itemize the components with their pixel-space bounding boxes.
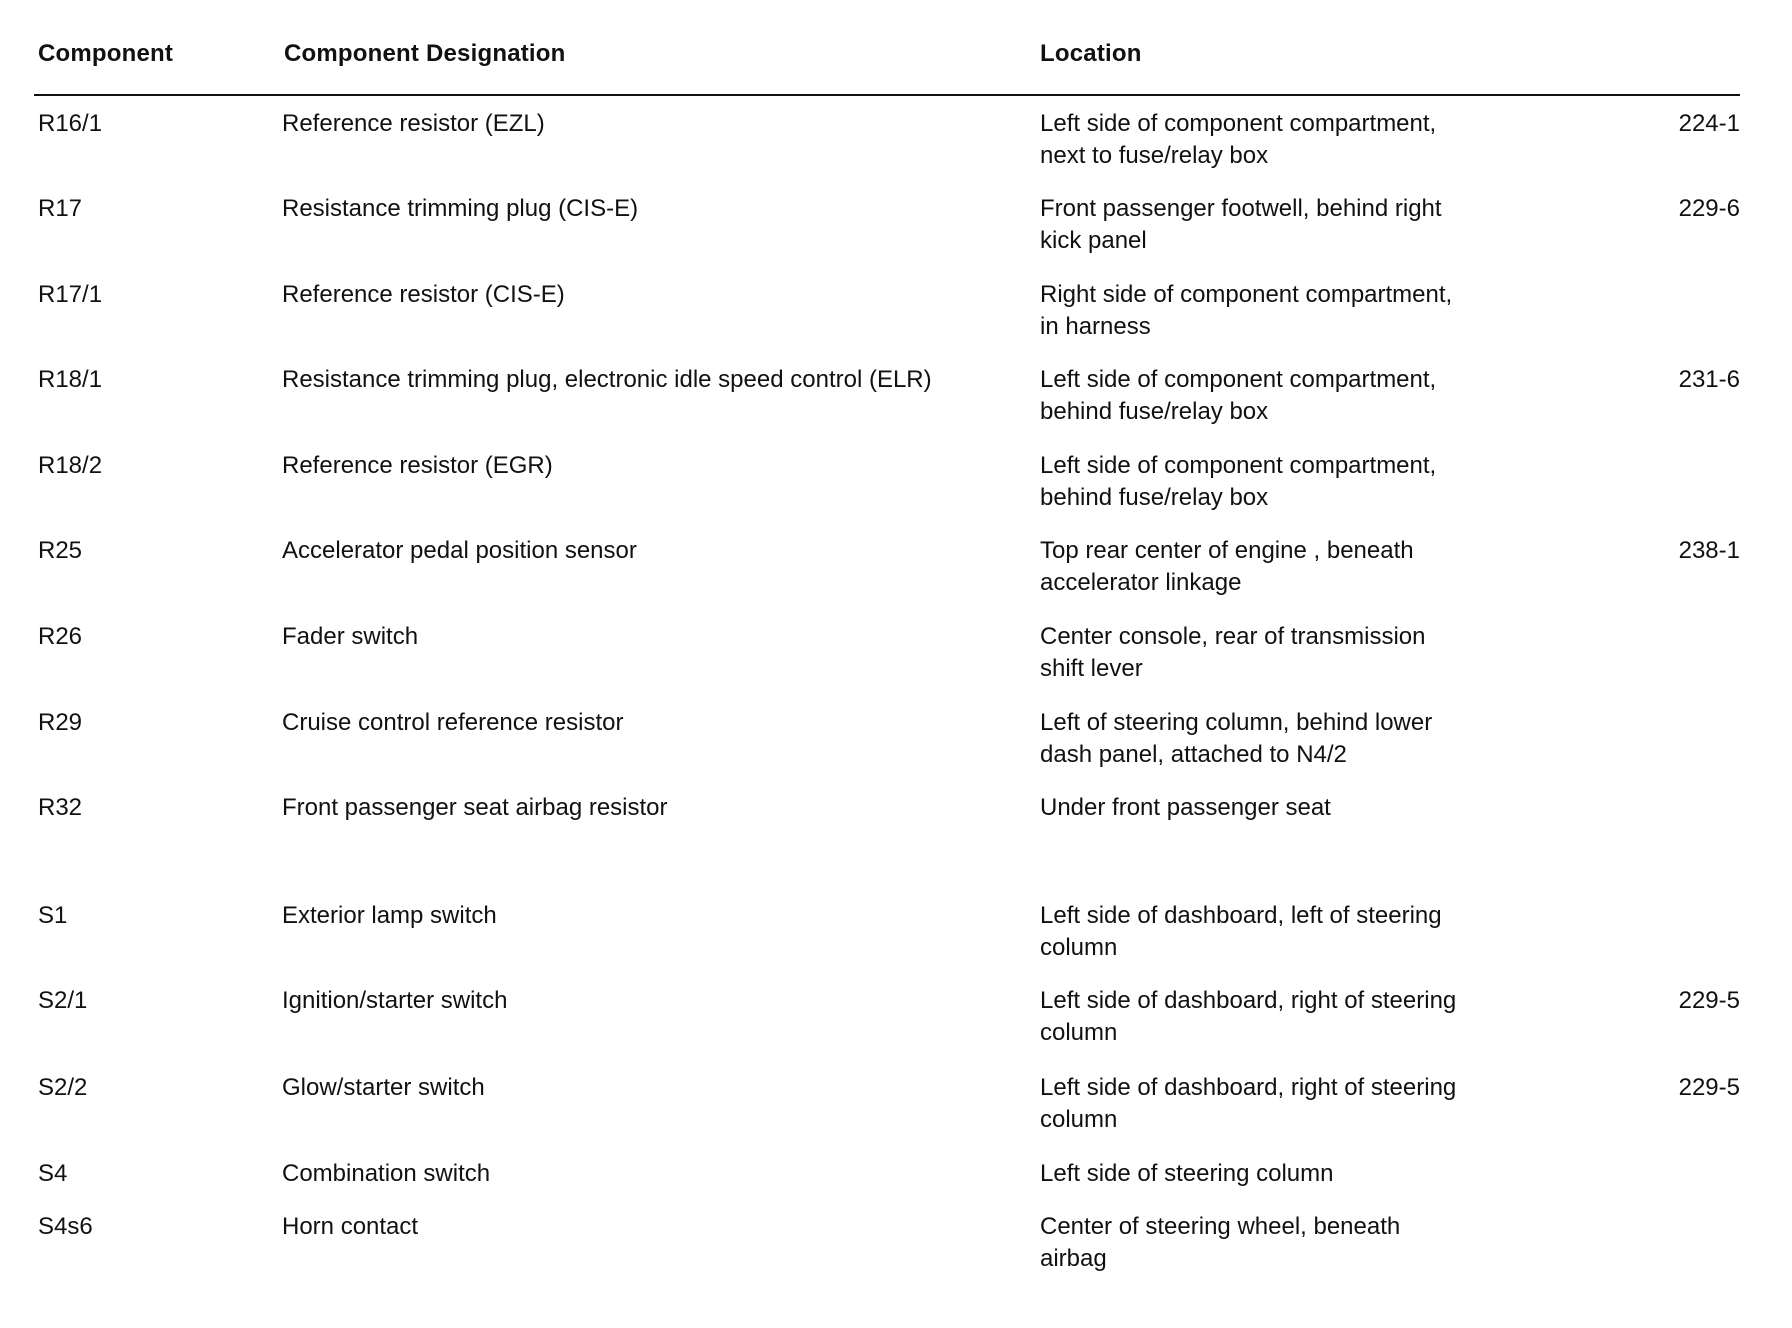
location-line: shift lever (1040, 655, 1143, 682)
component-location (1040, 621, 1426, 685)
component-designation: Resistance trimming plug, electronic idle speed control (ELR) (282, 366, 932, 393)
location-line: Front passenger footwell, behind right (1040, 195, 1442, 222)
component-location (1040, 108, 1436, 172)
component-code: R18/2 (38, 452, 103, 479)
reference-number: 229-6 (1678, 195, 1740, 222)
table-row (0, 1211, 1792, 1281)
location-line: column (1040, 1106, 1118, 1133)
location-line: Left side of component compartment, (1040, 110, 1437, 137)
component-location (1040, 1211, 1400, 1275)
location-line: Left side of component compartment, (1040, 366, 1437, 393)
component-code: R25 (38, 537, 83, 564)
header-component: Component (38, 40, 174, 67)
component-code: R18/1 (38, 366, 103, 393)
location-line: next to fuse/relay box (1040, 142, 1269, 169)
location-line: Top rear center of engine , beneath (1040, 537, 1414, 564)
component-designation: Combination switch (282, 1160, 491, 1187)
table-row (0, 792, 1792, 862)
component-code: S1 (38, 902, 68, 929)
component-code: S2/2 (38, 1074, 88, 1101)
component-code: S4 (38, 1160, 68, 1187)
location-line: Center console, rear of transmission (1040, 623, 1426, 650)
location-line: Right side of component compartment, (1040, 281, 1453, 308)
table-row (0, 193, 1792, 263)
table-row (0, 1072, 1792, 1142)
reference-number: 229-5 (1678, 987, 1740, 1014)
table-row (0, 621, 1792, 691)
location-line: Left side of component compartment, (1040, 452, 1437, 479)
table-row (0, 364, 1792, 434)
component-code: S2/1 (38, 987, 88, 1014)
component-location (1040, 1158, 1334, 1190)
header-designation: Component Designation (284, 40, 566, 67)
reference-number: 231-6 (1678, 366, 1740, 393)
component-designation: Reference resistor (CIS-E) (282, 281, 565, 308)
component-location (1040, 535, 1414, 599)
component-designation: Ignition/starter switch (282, 987, 508, 1014)
component-designation: Horn contact (282, 1213, 419, 1240)
table-row (0, 450, 1792, 520)
component-designation: Front passenger seat airbag resistor (282, 794, 668, 821)
component-location (1040, 364, 1436, 428)
location-line: Left side of dashboard, right of steering (1040, 987, 1457, 1014)
location-line: kick panel (1040, 227, 1147, 254)
location-line: Left side of dashboard, right of steering (1040, 1074, 1457, 1101)
location-line: column (1040, 934, 1118, 961)
component-location (1040, 900, 1442, 964)
component-code: R16/1 (38, 110, 103, 137)
table-row (0, 279, 1792, 349)
location-line: accelerator linkage (1040, 569, 1242, 596)
component-location (1040, 1072, 1456, 1136)
location-line: behind fuse/relay box (1040, 484, 1269, 511)
location-line: column (1040, 1019, 1118, 1046)
component-designation: Reference resistor (EZL) (282, 110, 545, 137)
component-code: R17 (38, 195, 83, 222)
reference-number: 238-1 (1678, 537, 1740, 564)
component-location (1040, 985, 1456, 1049)
table-row (0, 900, 1792, 970)
component-designation: Resistance trimming plug (CIS-E) (282, 195, 639, 222)
component-designation: Fader switch (282, 623, 419, 650)
component-designation: Reference resistor (EGR) (282, 452, 553, 479)
location-line: Left of steering column, behind lower (1040, 709, 1433, 736)
component-location (1040, 707, 1432, 771)
location-line: behind fuse/relay box (1040, 398, 1269, 425)
reference-number: 224-1 (1678, 110, 1740, 137)
location-line: airbag (1040, 1245, 1107, 1272)
location-line: Left side of steering column (1040, 1160, 1334, 1187)
component-location (1040, 279, 1452, 343)
header-rule (34, 94, 1740, 96)
component-code: R26 (38, 623, 83, 650)
component-location (1040, 792, 1331, 824)
component-designation: Exterior lamp switch (282, 902, 497, 929)
table-row (0, 985, 1792, 1055)
table-row (0, 535, 1792, 605)
table-row (0, 108, 1792, 178)
component-location (1040, 193, 1442, 257)
location-line: dash panel, attached to N4/2 (1040, 741, 1347, 768)
table-row (0, 707, 1792, 777)
location-line: in harness (1040, 313, 1151, 340)
component-code: R32 (38, 794, 83, 821)
component-code: R29 (38, 709, 83, 736)
component-code: S4s6 (38, 1213, 93, 1240)
component-designation: Cruise control reference resistor (282, 709, 624, 736)
location-line: Center of steering wheel, beneath (1040, 1213, 1401, 1240)
header-location: Location (1040, 40, 1142, 67)
component-designation: Glow/starter switch (282, 1074, 485, 1101)
component-designation: Accelerator pedal position sensor (282, 537, 637, 564)
component-code: R17/1 (38, 281, 103, 308)
component-location (1040, 450, 1436, 514)
reference-number: 229-5 (1678, 1074, 1740, 1101)
location-line: Under front passenger seat (1040, 794, 1331, 821)
location-line: Left side of dashboard, left of steering (1040, 902, 1442, 929)
